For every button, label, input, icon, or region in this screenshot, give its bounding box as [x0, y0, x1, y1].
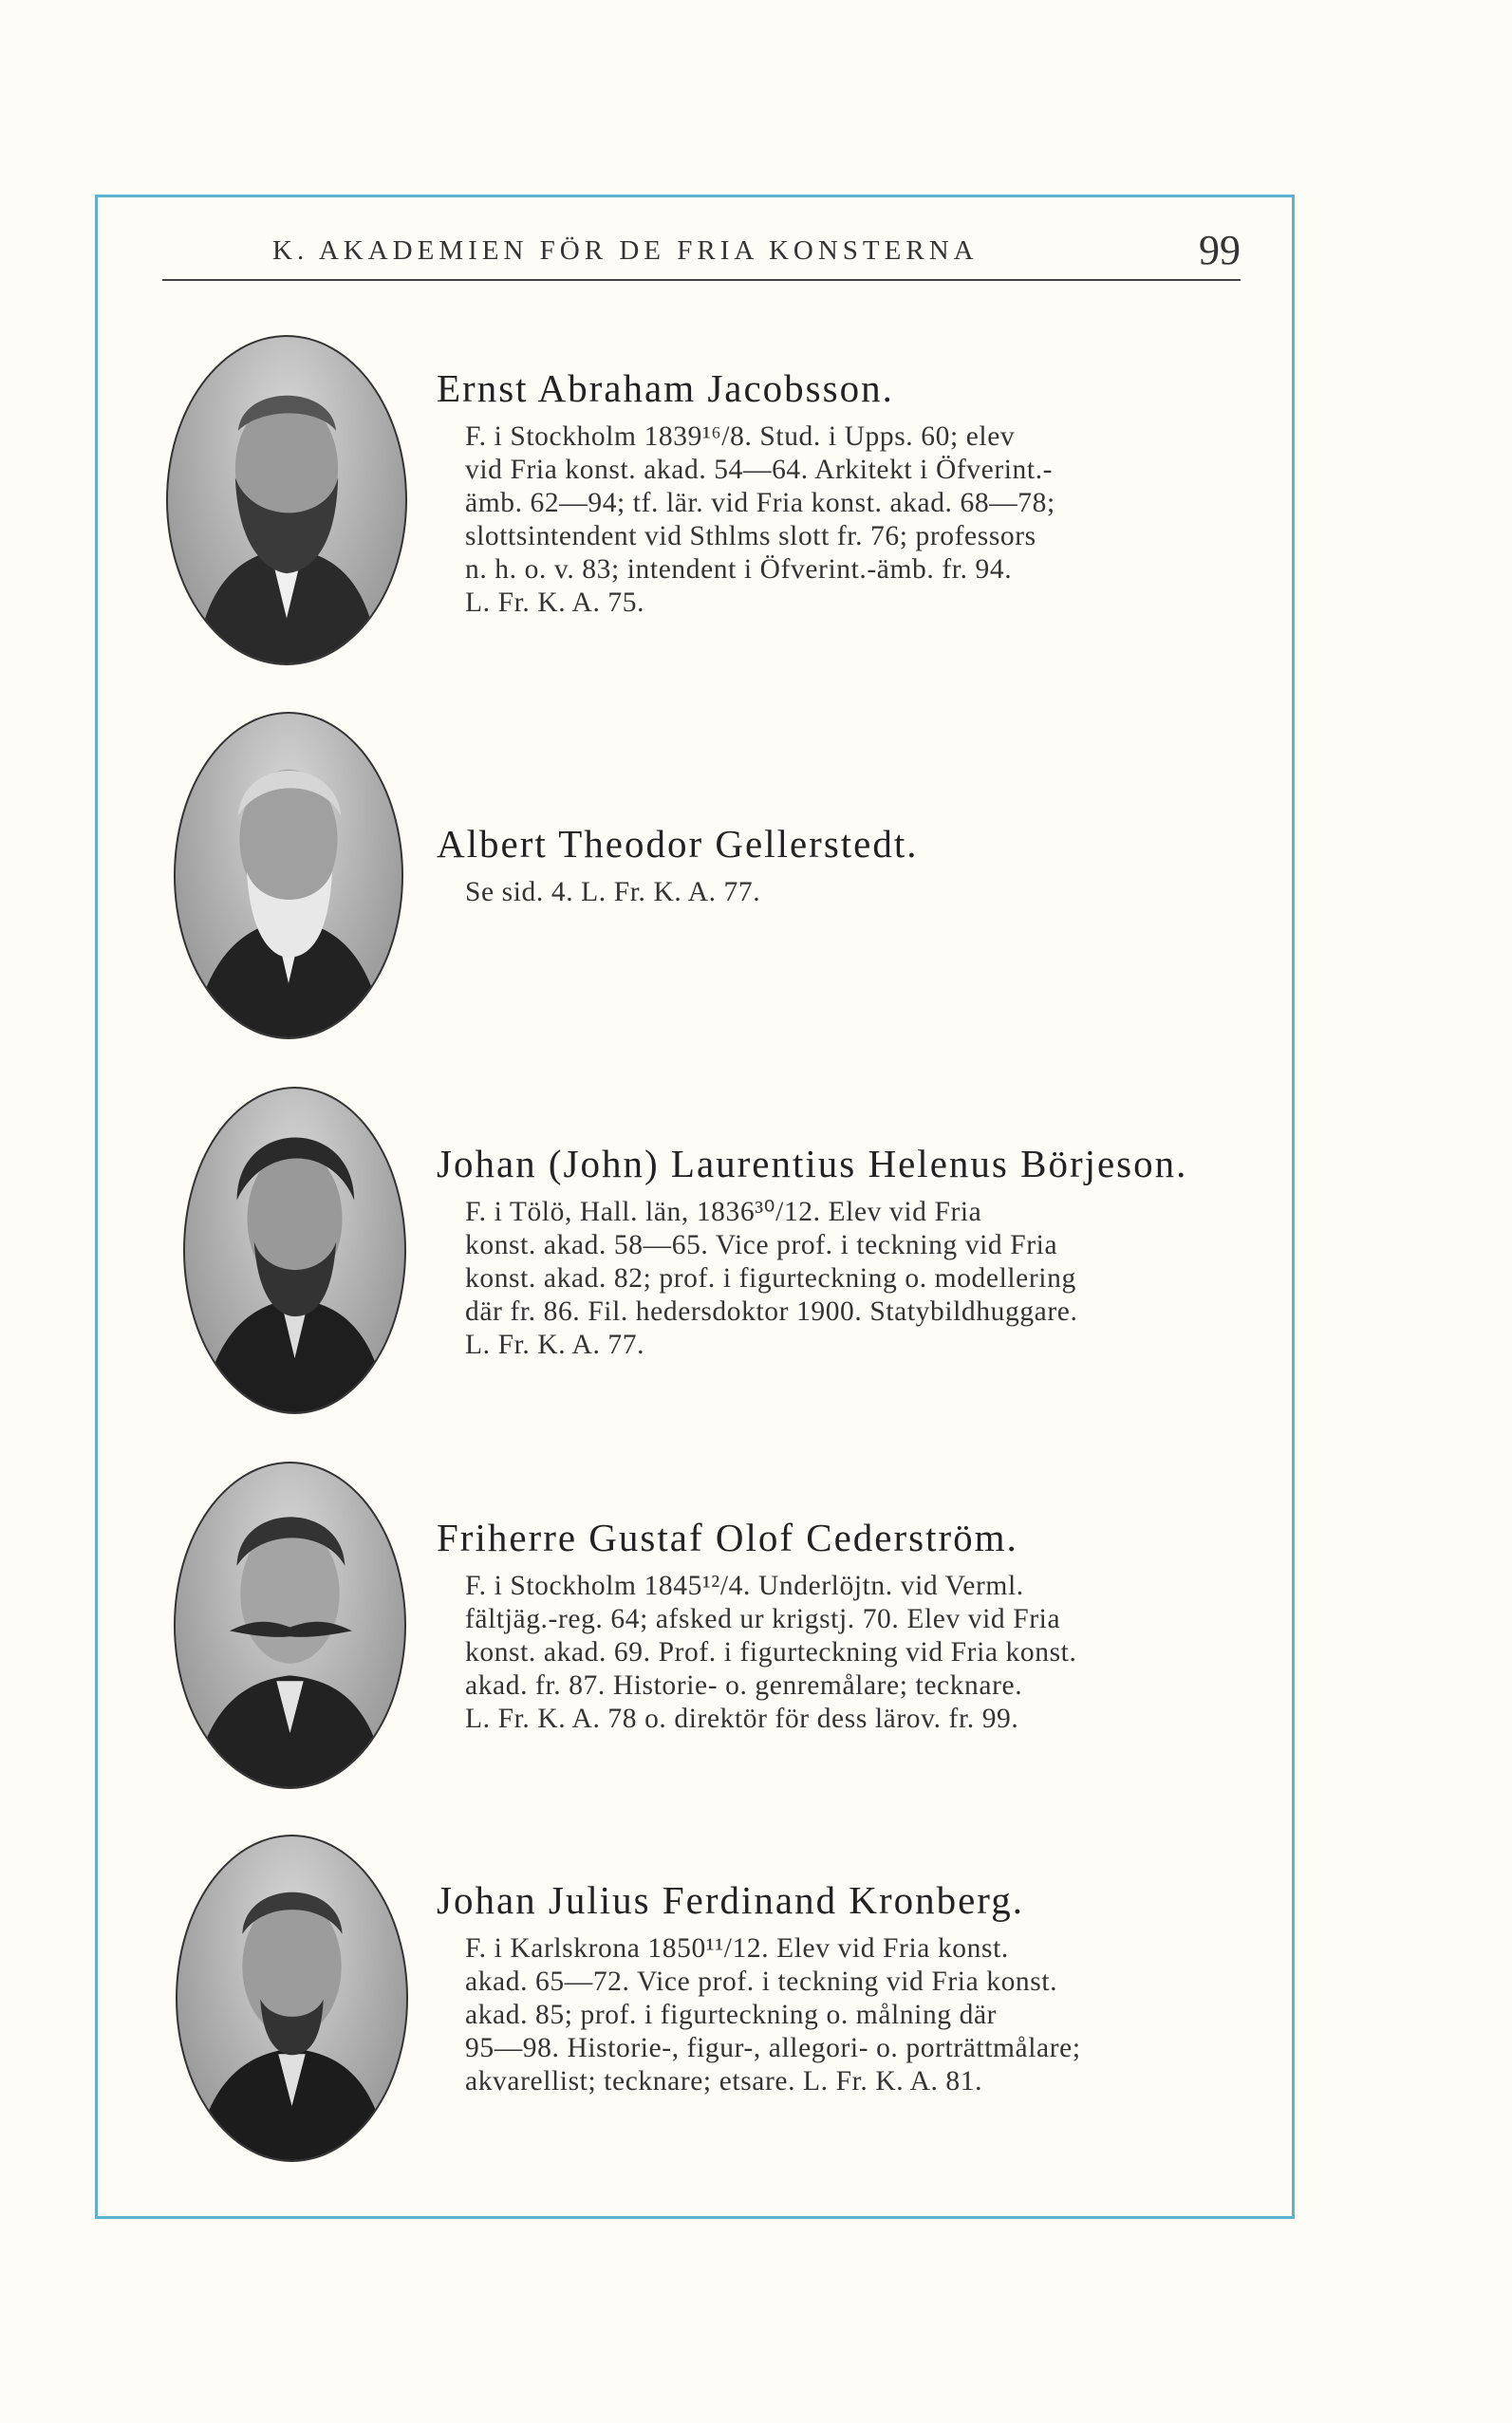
running-header [162, 226, 1241, 281]
person-name: Johan Julius Ferdinand Kronberg. [437, 1878, 1024, 1922]
person-name: Friherre Gustaf Olof Cederström. [437, 1516, 1018, 1559]
bio-line: F. i Karlskrona 1850¹¹/12. Elev vid Fria konst. [465, 1933, 1009, 1964]
bio-line: konst. akad. 58—65. Vice prof. i teckning vid Fria [465, 1230, 1058, 1260]
bio-line: fältjäg.-reg. 64; afsked ur krigstj. 70. Elev vid Fria [465, 1604, 1061, 1634]
bio-line: akad. 65—72. Vice prof. i teckning vid Fria konst. [465, 1966, 1058, 1997]
bio-line: n. h. o. v. 83; intendent i Öfverint.-ämb. fr. 94. [465, 554, 1013, 585]
biography-text [465, 420, 1243, 620]
bio-line: L. Fr. K. A. 77. [465, 1330, 645, 1360]
bio-line: akvarellist; tecknare; etsare. L. Fr. K. A. 81. [465, 2066, 983, 2097]
bio-line: F. i Tölö, Hall. län, 1836³⁰/12. Elev vid Fria [465, 1197, 982, 1227]
bio-line: L. Fr. K. A. 78 o. direktör för dess lärov. fr. 99. [465, 1704, 1019, 1734]
header-title: K. AKADEMIEN FÖR DE FRIA KONSTERNA [272, 235, 979, 266]
bio-line: konst. akad. 82; prof. i figurteckning o. modellering [465, 1263, 1076, 1294]
bio-line: vid Fria konst. akad. 54—64. Arkitekt i Öfverint.- [465, 455, 1054, 485]
bio-line: 95—98. Historie-, figur-, allegori- o. porträttmålare; [465, 2033, 1081, 2063]
bio-line: Se sid. 4. L. Fr. K. A. 77. [465, 877, 761, 907]
bio-line: akad. fr. 87. Historie- o. genremålare; tecknare. [465, 1670, 1023, 1701]
bio-line: L. Fr. K. A. 75. [465, 587, 645, 618]
biography-text [465, 1932, 1243, 2098]
page-number: 99 [1199, 227, 1241, 273]
bio-line: F. i Stockholm 1845¹²/4. Underlöjtn. vid Verml. [465, 1571, 1024, 1601]
biography-text [465, 1570, 1243, 1736]
bio-line: där fr. 86. Fil. hedersdoktor 1900. Statybildhuggare. [465, 1296, 1078, 1327]
portrait-photo [166, 335, 407, 665]
biography-text [465, 876, 1243, 909]
person-name: Johan (John) Laurentius Helenus Börjeson. [437, 1142, 1188, 1185]
biography-text [465, 1196, 1243, 1362]
bio-line: F. i Stockholm 1839¹⁶/8. Stud. i Upps. 60; elev [465, 421, 1016, 452]
person-name: Ernst Abraham Jacobsson. [437, 366, 894, 410]
portrait-photo [174, 712, 403, 1039]
bio-line: ämb. 62—94; tf. lär. vid Fria konst. akad. 68—78; [465, 488, 1055, 518]
person-name: Albert Theodor Gellerstedt. [437, 822, 919, 866]
portrait-photo [183, 1087, 406, 1414]
bio-line: akad. 85; prof. i figurteckning o. målning där [465, 2000, 998, 2030]
portrait-photo [174, 1462, 406, 1789]
bio-line: konst. akad. 69. Prof. i figurteckning vid Fria konst. [465, 1637, 1077, 1668]
bio-line: slottsintendent vid Sthlms slott fr. 76; professors [465, 521, 1036, 551]
portrait-photo [176, 1835, 408, 2162]
